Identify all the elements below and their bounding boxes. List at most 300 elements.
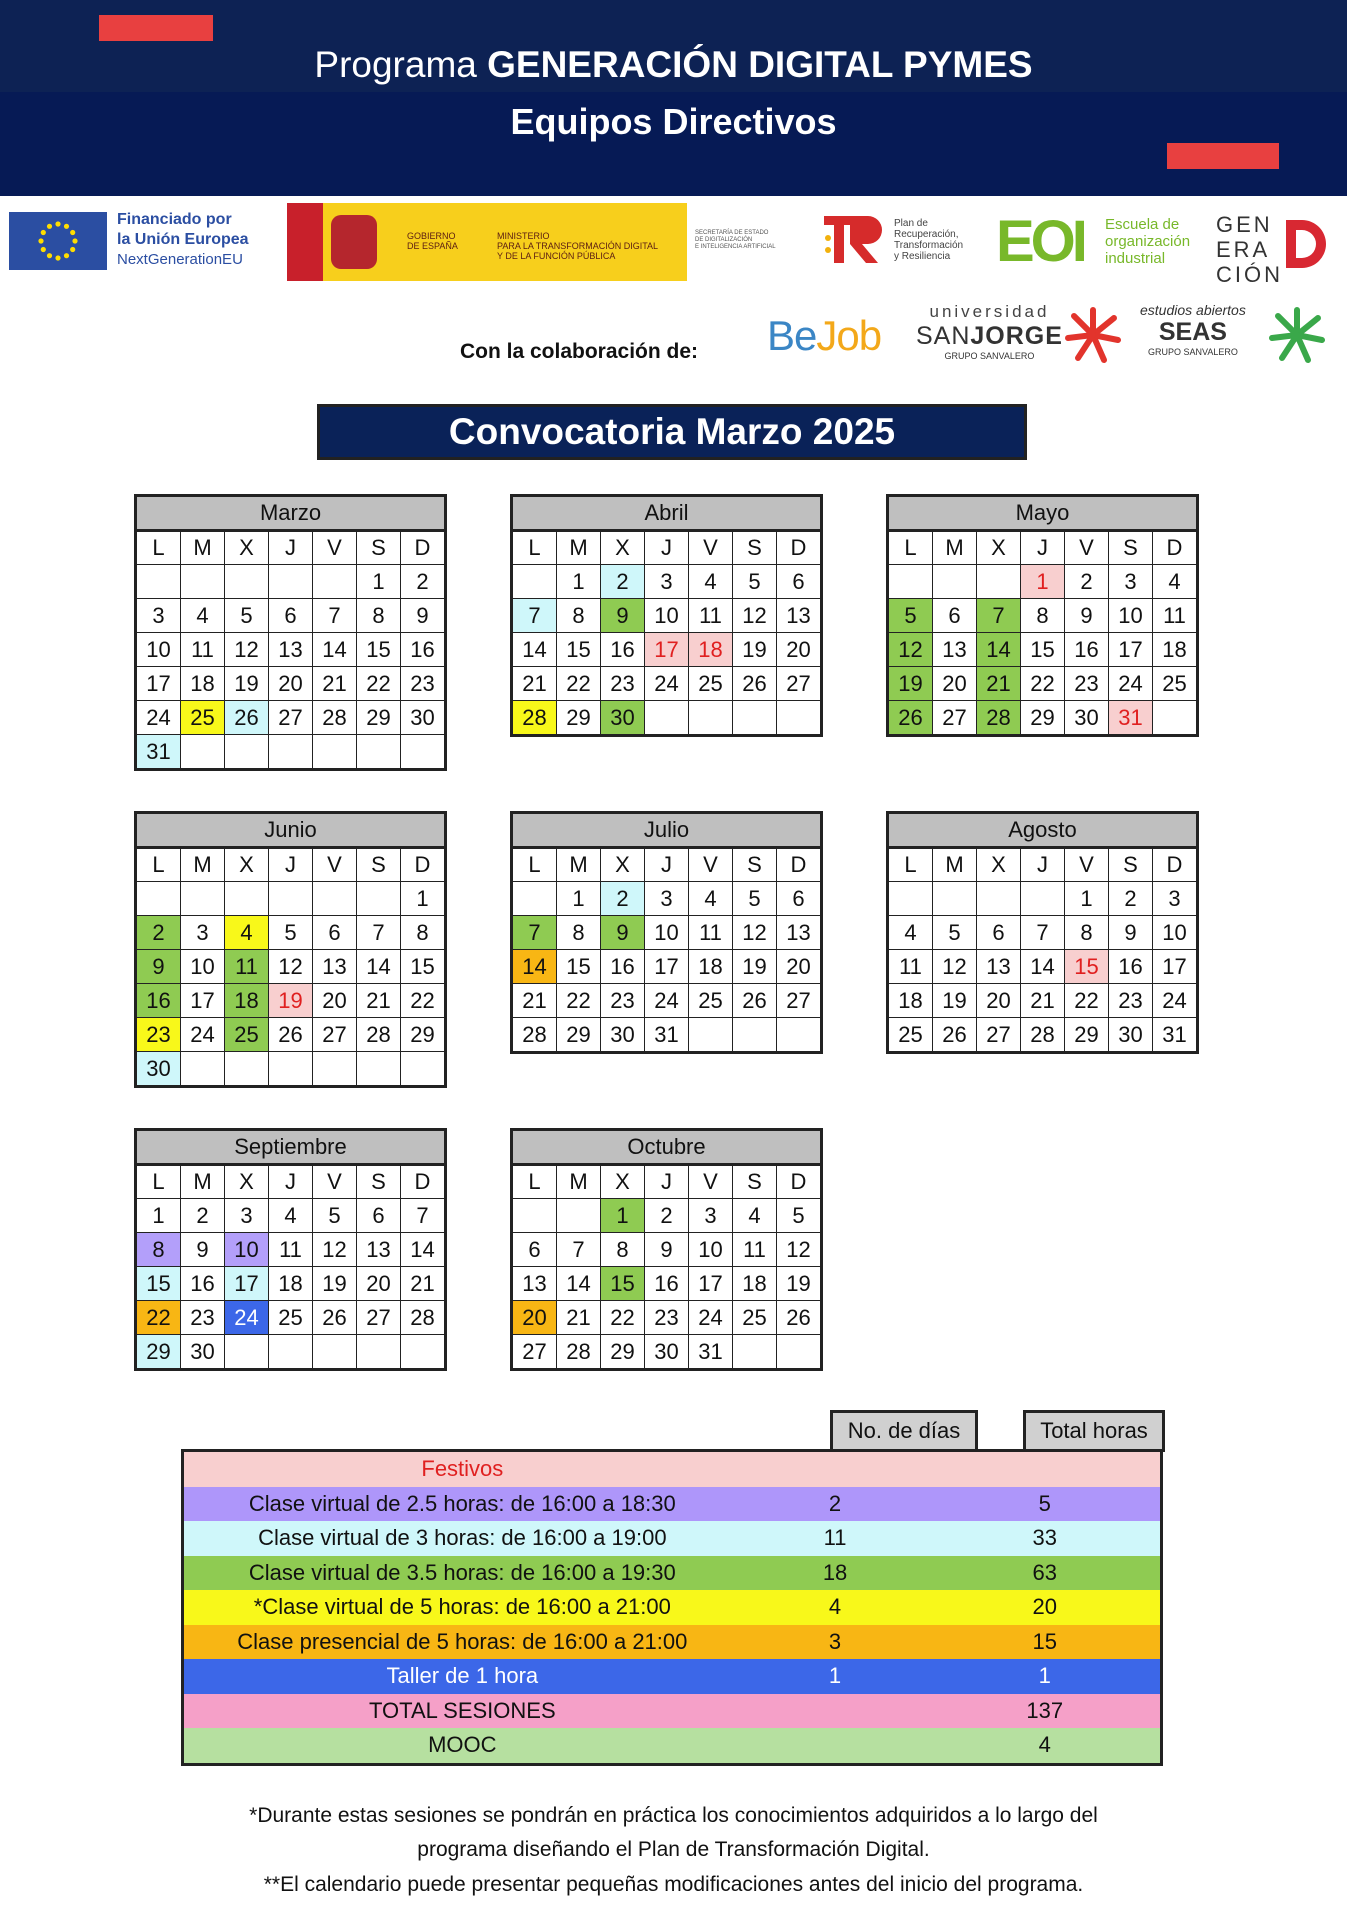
universidad-san-jorge-logo: universidad SANJORGE GRUPO SANVALERO (916, 302, 1063, 361)
day-cell: 24 (645, 984, 689, 1018)
legend-label: *Clase virtual de 5 horas: de 16:00 a 21:00 (253, 1594, 671, 1620)
day-cell: 10 (689, 1233, 733, 1267)
day-cell: 23 (601, 984, 645, 1018)
day-cell: 24 (689, 1301, 733, 1335)
weekday-header: S (733, 848, 777, 882)
day-cell: 13 (512, 1267, 557, 1301)
empty-day-cell (181, 735, 225, 770)
day-cell: 30 (1065, 701, 1109, 736)
day-cell: 18 (733, 1267, 777, 1301)
empty-day-cell (888, 565, 933, 599)
month-calendar-abril (510, 494, 823, 737)
weekday-header: S (733, 1165, 777, 1199)
day-cell: 5 (269, 916, 313, 950)
day-cell: 10 (645, 599, 689, 633)
day-cell: 17 (225, 1267, 269, 1301)
day-cell: 16 (1065, 633, 1109, 667)
empty-day-cell (777, 701, 822, 736)
empty-day-cell (225, 735, 269, 770)
day-cell: 7 (512, 599, 557, 633)
day-cell: 8 (357, 599, 401, 633)
day-cell: 19 (269, 984, 313, 1018)
day-cell: 14 (512, 633, 557, 667)
day-cell: 10 (225, 1233, 269, 1267)
empty-day-cell (181, 1052, 225, 1087)
day-cell: 9 (401, 599, 446, 633)
day-cell: 17 (1153, 950, 1198, 984)
day-cell: 27 (269, 701, 313, 735)
day-cell: 6 (269, 599, 313, 633)
empty-day-cell (357, 735, 401, 770)
day-cell: 8 (401, 916, 446, 950)
day-cell: 3 (1109, 565, 1153, 599)
day-cell: 12 (313, 1233, 357, 1267)
day-cell: 6 (313, 916, 357, 950)
day-cell: 14 (357, 950, 401, 984)
eu-flag-icon (9, 212, 107, 270)
header-decoration-bar (1167, 143, 1279, 169)
weekday-header: M (557, 531, 601, 565)
day-cell: 7 (401, 1199, 446, 1233)
empty-day-cell (313, 1335, 357, 1370)
day-cell: 11 (1153, 599, 1198, 633)
day-cell: 13 (269, 633, 313, 667)
day-cell: 4 (181, 599, 225, 633)
weekday-header: L (512, 848, 557, 882)
day-cell: 1 (1065, 882, 1109, 916)
day-cell: 23 (181, 1301, 225, 1335)
month-name: Mayo (888, 496, 1198, 531)
empty-day-cell (1021, 882, 1065, 916)
day-cell: 2 (645, 1199, 689, 1233)
weekday-header: J (269, 848, 313, 882)
day-cell: 15 (136, 1267, 181, 1301)
day-cell: 27 (777, 667, 822, 701)
day-cell: 28 (401, 1301, 446, 1335)
day-cell: 12 (733, 916, 777, 950)
day-cell: 25 (689, 984, 733, 1018)
day-cell: 20 (313, 984, 357, 1018)
government-logo (287, 203, 687, 281)
weekday-header: M (933, 531, 977, 565)
day-cell: 28 (557, 1335, 601, 1370)
day-cell: 11 (269, 1233, 313, 1267)
weekday-header: J (645, 531, 689, 565)
day-cell: 25 (689, 667, 733, 701)
legend-hours: 1 (1038, 1663, 1051, 1689)
day-cell: 20 (933, 667, 977, 701)
day-cell: 12 (733, 599, 777, 633)
day-cell: 9 (601, 599, 645, 633)
month-calendar-julio (510, 811, 823, 1054)
generacion-d-icon (1282, 214, 1326, 274)
day-cell: 13 (777, 916, 822, 950)
day-cell: 22 (557, 667, 601, 701)
day-cell: 1 (1021, 565, 1065, 599)
empty-day-cell (357, 1052, 401, 1087)
day-cell: 22 (557, 984, 601, 1018)
legend-hours (929, 1451, 1161, 1487)
weekday-header: L (512, 1165, 557, 1199)
day-cell: 18 (225, 984, 269, 1018)
day-cell: 16 (181, 1267, 225, 1301)
day-cell: 19 (888, 667, 933, 701)
day-cell: 9 (181, 1233, 225, 1267)
legend-label: TOTAL SESIONES (369, 1697, 556, 1723)
day-cell: 12 (269, 950, 313, 984)
weekday-header: X (601, 531, 645, 565)
day-cell: 22 (357, 667, 401, 701)
day-cell: 30 (401, 701, 446, 735)
day-cell: 9 (601, 916, 645, 950)
weekday-header: D (401, 848, 446, 882)
legend-hours: 137 (1026, 1697, 1064, 1723)
day-cell: 29 (1065, 1018, 1109, 1053)
day-cell: 26 (888, 701, 933, 736)
day-cell: 27 (512, 1335, 557, 1370)
day-cell: 30 (645, 1335, 689, 1370)
day-cell: 24 (225, 1301, 269, 1335)
day-cell: 6 (512, 1233, 557, 1267)
day-cell: 13 (977, 950, 1021, 984)
day-cell: 19 (933, 984, 977, 1018)
day-cell: 6 (977, 916, 1021, 950)
day-cell: 19 (733, 950, 777, 984)
day-cell: 17 (136, 667, 181, 701)
day-cell: 7 (512, 916, 557, 950)
day-cell: 10 (1153, 916, 1198, 950)
day-cell: 8 (601, 1233, 645, 1267)
day-cell: 24 (181, 1018, 225, 1052)
day-cell: 1 (136, 1199, 181, 1233)
coat-of-arms-icon (331, 215, 377, 269)
recovery-plan-text: Plan de Recuperación, Transformación y Resiliencia (894, 218, 964, 262)
legend-days: 1 (828, 1663, 842, 1689)
day-cell: 18 (689, 950, 733, 984)
page-title: Programa GENERACIÓN DIGITAL PYMES (314, 44, 1033, 85)
day-cell: 13 (313, 950, 357, 984)
legend-hours: 4 (1038, 1732, 1051, 1758)
day-cell: 31 (136, 735, 181, 770)
day-cell: 10 (181, 950, 225, 984)
day-cell: 29 (557, 1018, 601, 1053)
legend-days (741, 1451, 930, 1487)
empty-day-cell (269, 1052, 313, 1087)
day-cell: 4 (269, 1199, 313, 1233)
day-cell: 16 (1109, 950, 1153, 984)
month-name: Agosto (888, 813, 1198, 848)
day-cell: 15 (357, 633, 401, 667)
day-cell: 1 (401, 882, 446, 916)
empty-day-cell (733, 1335, 777, 1370)
empty-day-cell (357, 882, 401, 916)
generacion-digital-text: GEN ERA CIÓN (1216, 212, 1283, 287)
recovery-plan-logo-icon (820, 212, 888, 266)
day-cell: 19 (225, 667, 269, 701)
empty-day-cell (1153, 701, 1198, 736)
day-cell: 6 (357, 1199, 401, 1233)
day-cell: 15 (557, 950, 601, 984)
month-calendar-octubre (510, 1128, 823, 1371)
legend-row (183, 1521, 1162, 1556)
legend-days: 18 (822, 1559, 848, 1585)
day-cell: 12 (888, 633, 933, 667)
month-calendar-septiembre (134, 1128, 447, 1371)
day-cell: 31 (1153, 1018, 1198, 1053)
legend-header-hours: Total horas (1023, 1410, 1165, 1452)
day-cell: 8 (557, 916, 601, 950)
weekday-header: J (645, 848, 689, 882)
day-cell: 29 (1021, 701, 1065, 736)
day-cell: 25 (1153, 667, 1198, 701)
day-cell: 22 (1065, 984, 1109, 1018)
header-decoration-bar (99, 15, 213, 41)
day-cell: 3 (645, 882, 689, 916)
month-name: Abril (512, 496, 822, 531)
day-cell: 26 (733, 667, 777, 701)
weekday-header: V (689, 848, 733, 882)
month-name: Septiembre (136, 1130, 446, 1165)
weekday-header: J (645, 1165, 689, 1199)
legend-label: Clase presencial de 5 horas: de 16:00 a 21:00 (237, 1628, 688, 1654)
empty-day-cell (512, 882, 557, 916)
eoi-logo: EOI (996, 209, 1084, 274)
day-cell: 11 (689, 916, 733, 950)
day-cell: 18 (269, 1267, 313, 1301)
day-cell: 15 (1021, 633, 1065, 667)
day-cell: 5 (733, 565, 777, 599)
weekday-header: J (269, 531, 313, 565)
weekday-header: L (136, 1165, 181, 1199)
day-cell: 16 (401, 633, 446, 667)
day-cell: 17 (645, 950, 689, 984)
empty-day-cell (269, 1335, 313, 1370)
day-cell: 10 (136, 633, 181, 667)
month-name: Marzo (136, 496, 446, 531)
flag-stripe (287, 203, 323, 281)
day-cell: 24 (1109, 667, 1153, 701)
day-cell: 20 (777, 950, 822, 984)
legend-label: Clase virtual de 2.5 horas: de 16:00 a 18:30 (248, 1490, 676, 1516)
day-cell: 10 (645, 916, 689, 950)
footnote-1: *Durante estas sesiones se pondrán en práctica los conocimientos adquiridos a lo largo del (249, 1804, 1098, 1827)
legend-hours: 33 (1032, 1525, 1057, 1551)
day-cell: 23 (401, 667, 446, 701)
empty-day-cell (777, 1018, 822, 1053)
day-cell: 23 (136, 1018, 181, 1052)
weekday-header: D (1153, 848, 1198, 882)
day-cell: 8 (136, 1233, 181, 1267)
weekday-header: L (888, 531, 933, 565)
day-cell: 30 (601, 1018, 645, 1053)
day-cell: 21 (512, 984, 557, 1018)
month-name: Junio (136, 813, 446, 848)
day-cell: 2 (601, 882, 645, 916)
month-calendar-mayo (886, 494, 1199, 737)
secretariat-text: SECRETARÍA DE ESTADO DE DIGITALIZACIÓN E INTELIGENCIA ARTIFICIAL (695, 230, 776, 250)
day-cell: 16 (645, 1267, 689, 1301)
weekday-header: V (689, 531, 733, 565)
weekday-header: J (1021, 848, 1065, 882)
day-cell: 20 (357, 1267, 401, 1301)
empty-day-cell (136, 882, 181, 916)
day-cell: 18 (689, 633, 733, 667)
day-cell: 2 (601, 565, 645, 599)
day-cell: 22 (401, 984, 446, 1018)
day-cell: 12 (225, 633, 269, 667)
star-burst-icon (1268, 306, 1326, 364)
empty-day-cell (269, 882, 313, 916)
empty-day-cell (977, 882, 1021, 916)
day-cell: 17 (645, 633, 689, 667)
month-calendar-agosto (886, 811, 1199, 1054)
legend-table (181, 1449, 1163, 1766)
day-cell: 7 (557, 1233, 601, 1267)
weekday-header: L (136, 848, 181, 882)
day-cell: 2 (401, 565, 446, 599)
day-cell: 7 (977, 599, 1021, 633)
day-cell: 27 (933, 701, 977, 736)
day-cell: 6 (777, 882, 822, 916)
day-cell: 25 (888, 1018, 933, 1053)
day-cell: 29 (401, 1018, 446, 1052)
day-cell: 19 (733, 633, 777, 667)
day-cell: 23 (1065, 667, 1109, 701)
day-cell: 28 (313, 701, 357, 735)
day-cell: 15 (601, 1267, 645, 1301)
weekday-header: S (1109, 848, 1153, 882)
empty-day-cell (733, 701, 777, 736)
day-cell: 21 (557, 1301, 601, 1335)
day-cell: 14 (557, 1267, 601, 1301)
day-cell: 4 (1153, 565, 1198, 599)
day-cell: 11 (689, 599, 733, 633)
day-cell: 27 (977, 1018, 1021, 1053)
legend-hours: 63 (1032, 1559, 1057, 1585)
day-cell: 8 (557, 599, 601, 633)
weekday-header: V (689, 1165, 733, 1199)
weekday-header: S (357, 848, 401, 882)
weekday-header: D (777, 531, 822, 565)
empty-day-cell (557, 1199, 601, 1233)
day-cell: 22 (601, 1301, 645, 1335)
empty-day-cell (225, 1335, 269, 1370)
legend-label: Clase virtual de 3.5 horas: de 16:00 a 19:30 (248, 1559, 676, 1585)
day-cell: 9 (1065, 599, 1109, 633)
day-cell: 4 (733, 1199, 777, 1233)
day-cell: 29 (601, 1335, 645, 1370)
day-cell: 24 (645, 667, 689, 701)
day-cell: 22 (136, 1301, 181, 1335)
weekday-header: D (401, 531, 446, 565)
day-cell: 5 (933, 916, 977, 950)
day-cell: 3 (645, 565, 689, 599)
day-cell: 3 (225, 1199, 269, 1233)
day-cell: 21 (357, 984, 401, 1018)
day-cell: 25 (225, 1018, 269, 1052)
weekday-header: X (225, 531, 269, 565)
day-cell: 3 (1153, 882, 1198, 916)
legend-label: Festivos (421, 1456, 504, 1482)
weekday-header: J (1021, 531, 1065, 565)
day-cell: 13 (933, 633, 977, 667)
day-cell: 24 (1153, 984, 1198, 1018)
day-cell: 11 (225, 950, 269, 984)
day-cell: 10 (1109, 599, 1153, 633)
empty-day-cell (401, 1052, 446, 1087)
legend-row (183, 1694, 1162, 1729)
legend-row (183, 1625, 1162, 1660)
day-cell: 30 (181, 1335, 225, 1370)
day-cell: 7 (313, 599, 357, 633)
weekday-header: M (181, 1165, 225, 1199)
eu-funding-text: Financiado por la Unión Europea NextGenerationEU (117, 211, 249, 268)
day-cell: 3 (181, 916, 225, 950)
month-calendar-marzo (134, 494, 447, 771)
month-name: Julio (512, 813, 822, 848)
empty-day-cell (977, 565, 1021, 599)
day-cell: 28 (977, 701, 1021, 736)
day-cell: 2 (1109, 882, 1153, 916)
weekday-header: S (357, 531, 401, 565)
day-cell: 3 (689, 1199, 733, 1233)
day-cell: 28 (512, 701, 557, 736)
empty-day-cell (933, 882, 977, 916)
day-cell: 20 (269, 667, 313, 701)
weekday-header: V (1065, 531, 1109, 565)
day-cell: 21 (401, 1267, 446, 1301)
weekday-header: D (401, 1165, 446, 1199)
day-cell: 1 (557, 882, 601, 916)
empty-day-cell (313, 565, 357, 599)
day-cell: 27 (357, 1301, 401, 1335)
day-cell: 19 (313, 1267, 357, 1301)
day-cell: 14 (512, 950, 557, 984)
empty-day-cell (225, 565, 269, 599)
weekday-header: M (181, 531, 225, 565)
day-cell: 14 (1021, 950, 1065, 984)
empty-day-cell (512, 565, 557, 599)
empty-day-cell (225, 882, 269, 916)
day-cell: 8 (1021, 599, 1065, 633)
convocatoria-banner: Convocatoria Marzo 2025 (317, 404, 1027, 460)
day-cell: 30 (136, 1052, 181, 1087)
day-cell: 2 (1065, 565, 1109, 599)
day-cell: 17 (689, 1267, 733, 1301)
seas-logo: estudios abiertos SEAS GRUPO SANVALERO (1140, 302, 1246, 357)
legend-row (183, 1659, 1162, 1694)
weekday-header: M (933, 848, 977, 882)
day-cell: 5 (225, 599, 269, 633)
day-cell: 15 (401, 950, 446, 984)
weekday-header: L (136, 531, 181, 565)
day-cell: 20 (977, 984, 1021, 1018)
day-cell: 12 (777, 1233, 822, 1267)
legend-label: Clase virtual de 3 horas: de 16:00 a 19:00 (258, 1525, 667, 1551)
legend-hours: 15 (1032, 1628, 1057, 1654)
day-cell: 28 (512, 1018, 557, 1053)
empty-day-cell (269, 735, 313, 770)
legend-days: 4 (828, 1594, 842, 1620)
day-cell: 4 (225, 916, 269, 950)
empty-day-cell (136, 565, 181, 599)
weekday-header: V (313, 531, 357, 565)
weekday-header: X (601, 1165, 645, 1199)
weekday-header: L (512, 531, 557, 565)
day-cell: 4 (689, 565, 733, 599)
legend-hours: 5 (1038, 1490, 1051, 1516)
weekday-header: M (557, 848, 601, 882)
